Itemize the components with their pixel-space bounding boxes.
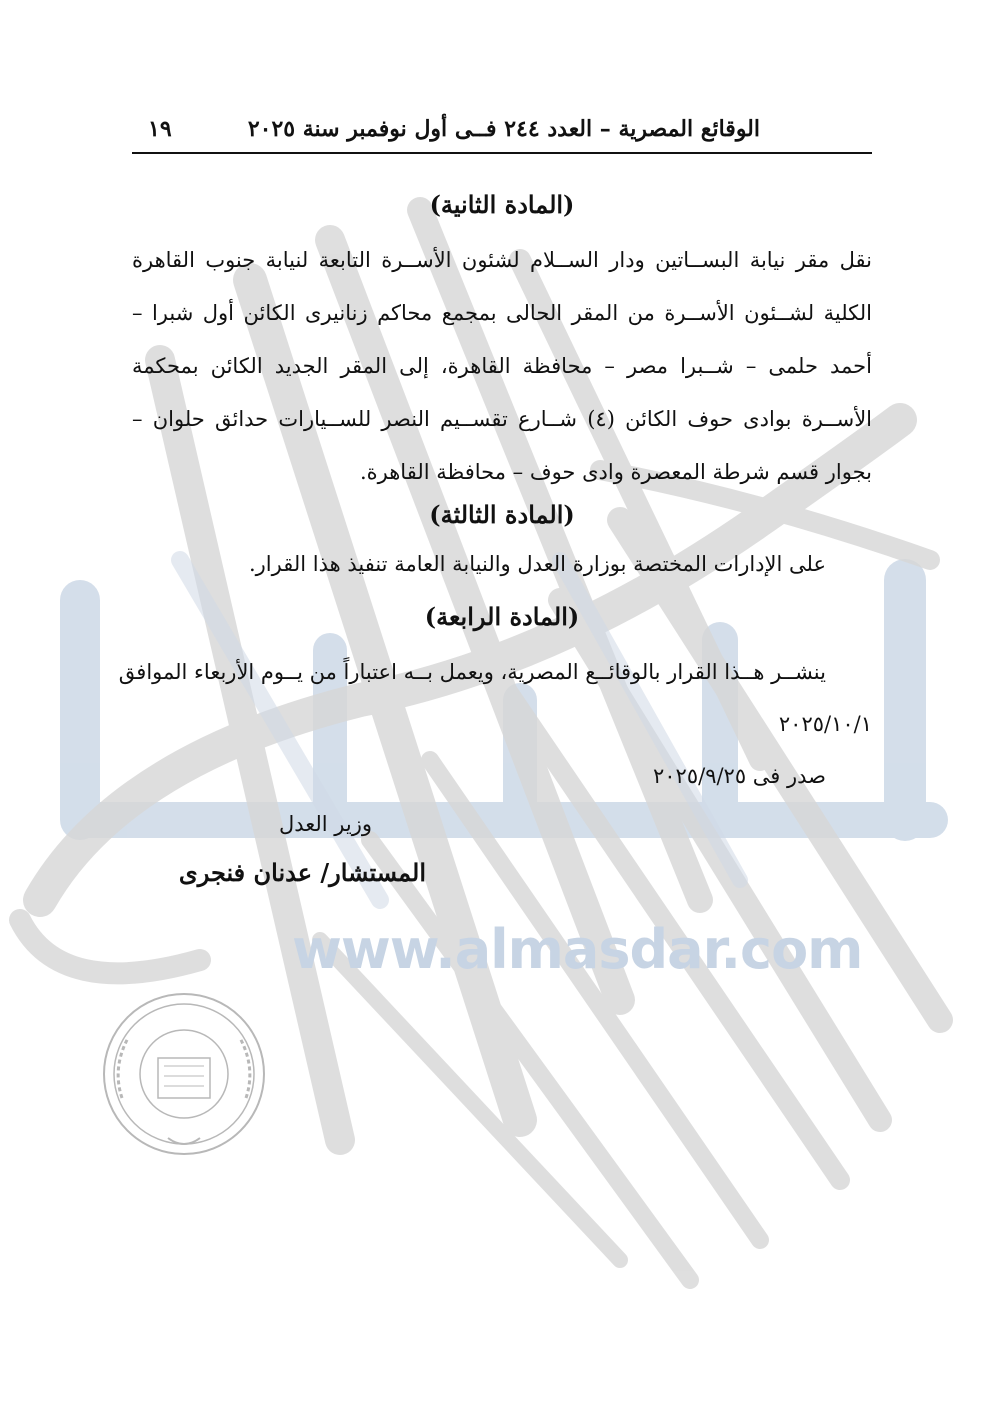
- website-watermark: www.almasdar.com: [292, 918, 863, 981]
- article-3-heading: (المادة الثالثة): [429, 500, 575, 529]
- article-2-heading: (المادة الثانية): [429, 190, 575, 219]
- article-4-heading: (المادة الرابعة): [424, 602, 580, 631]
- article-4-body-line2: ٢٠٢٥/١٠/١: [778, 712, 872, 736]
- article-4-body-line1: ينشــر هــذا القرار بالوقائــع المصرية، ويعمل بــه اعتباراً من يــوم الأربعاء الموافق: [118, 660, 826, 684]
- page-number: ١٩: [148, 116, 172, 142]
- minister-title: وزير العدل: [278, 812, 372, 836]
- issue-date: صدر فى ٢٠٢٥/٩/٢٥: [653, 764, 826, 788]
- minister-name: المستشار/ عدنان فنجرى: [178, 858, 426, 887]
- gazette-header: [132, 112, 872, 154]
- article-2-body: نقل مقر نيابة البســاتين ودار الســلام لشئون الأســرة التابعة لنيابة جنوب القاهرة الكلية لشــئون الأســرة من المقر الحالى بمجمع محاكم زنانيرى الكائن أول شبرا – أحمد حلمى – شــبرا مصر – محافظة القاهرة، إلى المقر الجديد الكائن بمحكمة الأســرة بوادى حوف الكائن (٤) شــارع تقســيم النصر للســيارات حدائق حلوان – بجوار قسم شرطة المعصرة وادى حوف – محافظة القاهرة.: [132, 248, 873, 484]
- gazette-title: الوقائع المصرية – العدد ٢٤٤ فــى أول نوفمبر سنة ٢٠٢٥: [247, 116, 760, 142]
- article-3-body: على الإدارات المختصة بوزارة العدل والنيابة العامة تنفيذ هذا القرار.: [248, 552, 826, 576]
